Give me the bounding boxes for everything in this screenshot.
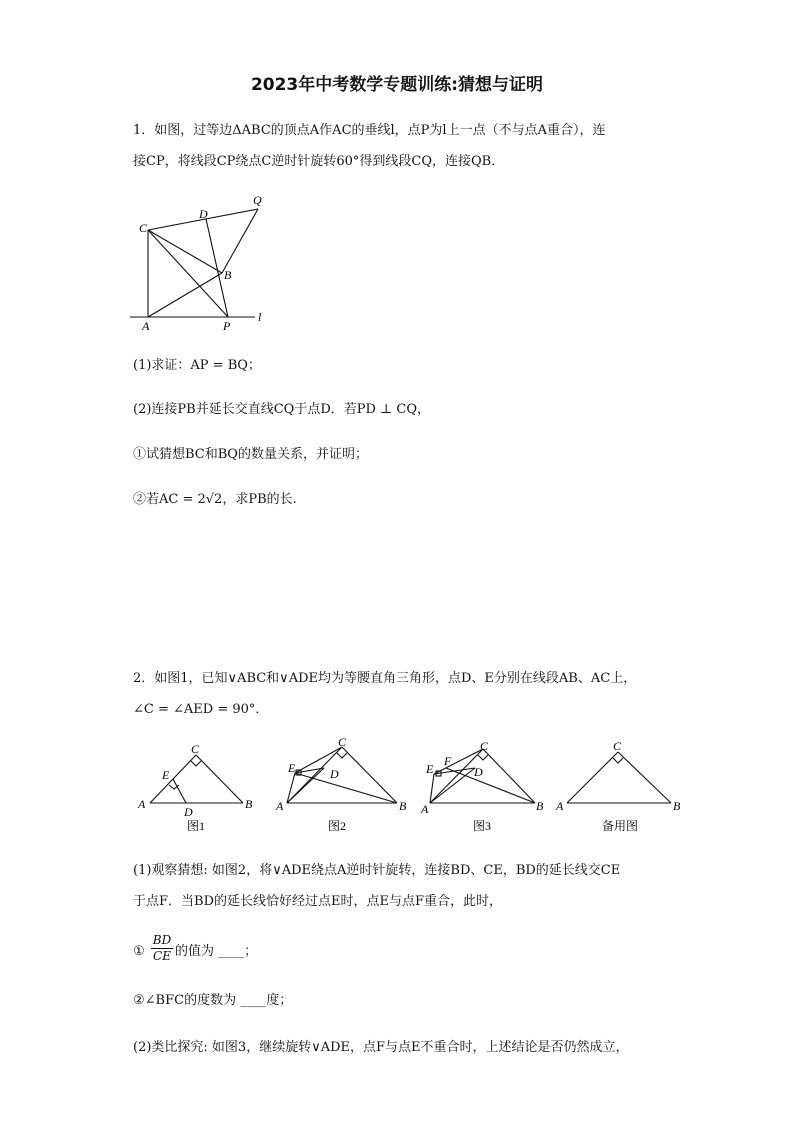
- spare-label-b: B: [673, 799, 681, 813]
- fig1-label-b: B: [245, 797, 253, 811]
- fig3-label-c: C: [480, 739, 489, 753]
- fraction-numerator: BD: [152, 933, 172, 947]
- fig2-label-c: C: [338, 738, 347, 749]
- q2-sub1-tail: 的值为 ____；: [175, 944, 258, 959]
- fig1-label-d: D: [184, 805, 193, 819]
- spare-label-a: A: [556, 799, 564, 813]
- label-q: Q: [253, 193, 262, 207]
- q2-sub1-marker: ①: [133, 944, 145, 959]
- q1-part2: (2)连接PB并延长交直线CQ于点D．若PD ⊥ CQ，: [133, 402, 431, 417]
- q1-sub1: ①试猜想BC和BQ的数量关系，并证明；: [133, 447, 368, 462]
- caption-fig1: 图1: [187, 819, 206, 833]
- fig1-label-c: C: [191, 742, 200, 756]
- fig3-label-d: D: [474, 765, 483, 779]
- caption-fig3: 图3: [473, 819, 492, 833]
- fig2-label-a: A: [276, 799, 284, 813]
- q2-figure-2: [287, 747, 397, 803]
- q1-stem-line2: 接CP，将线段CP绕点C逆时针旋转60°得到线段CQ，连接QB．: [133, 154, 505, 169]
- q2-stem-line1: 2．如图1，已知∨ABC和∨ADE均为等腰直角三角形，点D、E分别在线段AB、AC上，: [133, 671, 637, 686]
- q2-figure-spare: [567, 752, 671, 803]
- fig1-label-a: A: [138, 797, 146, 811]
- segment-cp: [148, 230, 228, 317]
- fraction-denominator: CE: [153, 949, 171, 963]
- label-d: D: [199, 207, 208, 221]
- fig2-label-e: E: [288, 761, 296, 775]
- segment-cb: [148, 230, 222, 273]
- q2-part1-line2: 于点F．当BD的延长线恰好经过点E时，点E与点F重合，此时，: [133, 894, 502, 909]
- q1-stem-line1: 1．如图，过等边ΔABC的顶点A作AC的垂线l，点P为l上一点（不与点A重合），连: [133, 123, 606, 138]
- q1-figure: [125, 190, 275, 340]
- label-p: P: [223, 319, 231, 333]
- label-l: l: [258, 310, 262, 324]
- label-b: B: [224, 268, 232, 282]
- label-a: A: [142, 319, 150, 333]
- spare-label-c: C: [613, 739, 622, 753]
- q2-figures: [130, 738, 690, 838]
- fig3-label-e: E: [426, 762, 434, 776]
- fig1-label-e: E: [162, 768, 170, 782]
- caption-spare: 备用图: [602, 819, 639, 833]
- segment-ab: [148, 273, 222, 317]
- fig2-label-b: B: [399, 799, 407, 813]
- q2-part1-line1: (1)观察猜想: 如图2，将∨ADE绕点A逆时针旋转，连接BD、CE，BD的延长线交CE: [133, 863, 621, 878]
- fig3-label-f: F: [444, 754, 452, 768]
- label-c: C: [139, 221, 148, 235]
- caption-fig2: 图2: [328, 819, 347, 833]
- page-title: 2023年中考数学专题训练:猜想与证明: [250, 75, 544, 95]
- q2-sub1-fraction: [151, 933, 173, 964]
- fig2-label-d: D: [330, 767, 339, 781]
- segment-bq: [222, 209, 258, 273]
- q1-part1: (1)求证：AP = BQ；: [133, 358, 261, 373]
- q1-sub2: ②若AC = 2√2，求PB的长.: [133, 492, 297, 507]
- fig3-label-a: A: [421, 802, 429, 816]
- q2-sub2: ②∠BFC的度数为 ____度；: [133, 993, 293, 1008]
- fig3-label-b: B: [536, 799, 544, 813]
- q2-part2: (2)类比探究: 如图3，继续旋转∨ADE，点F与点E不重合时，上述结论是否仍然成立，: [133, 1040, 629, 1055]
- q2-stem-line2: ∠C = ∠AED = 90°．: [133, 702, 269, 717]
